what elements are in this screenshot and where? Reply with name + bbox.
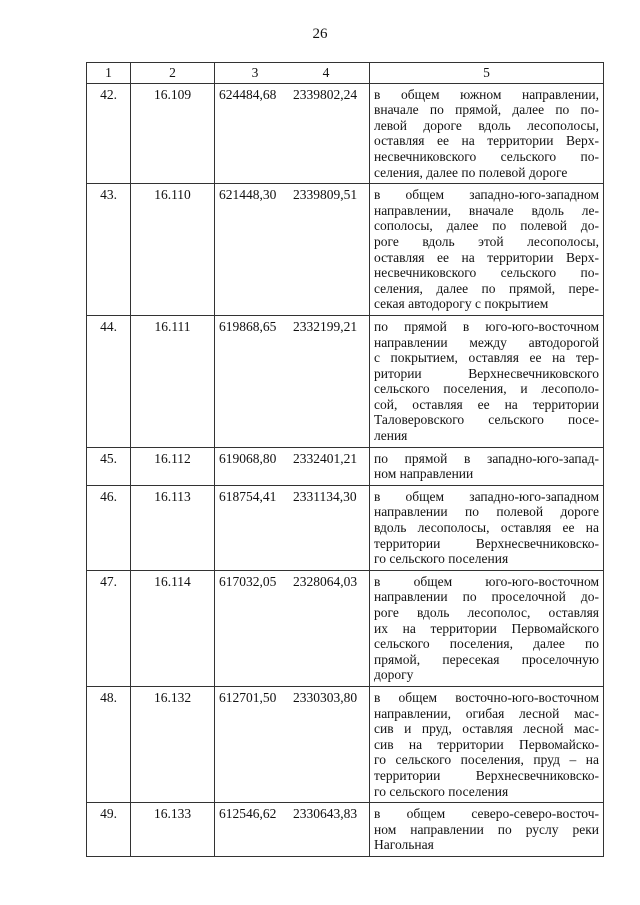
header-col-5: 5 bbox=[370, 63, 604, 84]
description-line: ном направлении bbox=[374, 466, 474, 482]
description-line: в общем восточно-юго-восточном bbox=[374, 689, 599, 705]
coordinates-cell bbox=[215, 447, 370, 485]
coordinate-x: 618754,41 bbox=[219, 488, 277, 504]
coordinates-cell bbox=[215, 485, 370, 570]
table-row bbox=[87, 686, 604, 802]
point-code: 16.132 bbox=[131, 686, 215, 802]
coordinate-x: 617032,05 bbox=[219, 573, 277, 589]
boundary-description bbox=[370, 686, 604, 802]
coordinate-x: 621448,30 bbox=[219, 187, 277, 203]
header-col-2: 2 bbox=[131, 63, 215, 84]
point-code: 16.112 bbox=[131, 447, 215, 485]
description-line: вдоль лесополосы, оставляя ее на bbox=[374, 520, 599, 536]
description-line: селения, далее по полевой дороге bbox=[374, 164, 568, 180]
description-line: роге вдоль этой лесополосы, bbox=[374, 233, 599, 249]
header-col-1: 1 bbox=[87, 63, 131, 84]
description-line: сив и пруд, оставляя лесной мас- bbox=[374, 721, 599, 737]
header-col-3-4 bbox=[215, 63, 370, 84]
description-line: в общем западно-юго-западном bbox=[374, 488, 599, 504]
coordinates-cell bbox=[215, 686, 370, 802]
point-code: 16.111 bbox=[131, 315, 215, 447]
description-line: роге вдоль лесополос, оставляя bbox=[374, 605, 599, 620]
coordinates-cell bbox=[215, 803, 370, 857]
boundary-description bbox=[370, 803, 604, 857]
row-number: 45. bbox=[87, 447, 131, 485]
description-line: несвечниковского сельского по- bbox=[374, 265, 599, 281]
description-line: направлении по проселочной до- bbox=[374, 589, 599, 605]
coordinates-cell bbox=[215, 184, 370, 316]
row-number: 46. bbox=[87, 485, 131, 570]
coordinate-y: 2332199,21 bbox=[293, 318, 358, 334]
description-line: сельского поселения, и лесополо- bbox=[374, 381, 599, 397]
row-number: 49. bbox=[87, 803, 131, 857]
point-code: 16.113 bbox=[131, 485, 215, 570]
description-line: Нагольная bbox=[374, 837, 434, 853]
description-line: территории Верхнесвечниковско- bbox=[374, 767, 599, 783]
point-code: 16.109 bbox=[131, 83, 215, 184]
boundary-description bbox=[370, 447, 604, 485]
description-line: территории Верхнесвечниковско- bbox=[374, 535, 599, 551]
description-line: ритории Верхнесвечниковского bbox=[374, 365, 599, 381]
boundary-description bbox=[370, 485, 604, 570]
table-row bbox=[87, 570, 604, 686]
table-row bbox=[87, 485, 604, 570]
table-row bbox=[87, 83, 604, 184]
description-line: селения, далее по прямой, пере- bbox=[374, 280, 599, 296]
boundary-description bbox=[370, 83, 604, 184]
row-number: 42. bbox=[87, 83, 131, 184]
coordinates-cell bbox=[215, 83, 370, 184]
coordinate-y: 2330643,83 bbox=[293, 806, 358, 822]
description-line: Таловеровского сельского посе- bbox=[374, 412, 599, 428]
boundary-table bbox=[86, 62, 604, 857]
page-number: 26 bbox=[312, 26, 328, 42]
description-line: с покрытием, оставляя ее на тер- bbox=[374, 350, 599, 366]
coordinate-x: 612546,62 bbox=[219, 806, 277, 822]
description-line: левой дороге вдоль лесополосы, bbox=[374, 117, 599, 133]
table-row bbox=[87, 315, 604, 447]
point-code: 16.114 bbox=[131, 570, 215, 686]
header-col-4: 4 bbox=[322, 65, 330, 80]
coordinates-cell bbox=[215, 315, 370, 447]
coordinate-y: 2328064,03 bbox=[293, 573, 358, 589]
description-line: прямой, пересекая проселочную bbox=[374, 651, 599, 667]
row-number: 47. bbox=[87, 570, 131, 686]
row-number: 48. bbox=[87, 686, 131, 802]
coordinate-y: 2339802,24 bbox=[293, 86, 358, 102]
header-col-3: 3 bbox=[251, 65, 259, 80]
point-code: 16.133 bbox=[131, 803, 215, 857]
coordinate-y: 2339809,51 bbox=[293, 187, 358, 203]
description-line: го сельского поселения bbox=[374, 551, 509, 567]
description-line: сельского поселения, далее по bbox=[374, 636, 599, 652]
coordinate-x: 619068,80 bbox=[219, 450, 277, 466]
description-line: вначале по прямой, далее по по- bbox=[374, 102, 599, 118]
description-line: направлении, огибая лесной мас- bbox=[374, 705, 599, 721]
description-line: их на территории Первомайского bbox=[374, 620, 599, 636]
table-row bbox=[87, 184, 604, 316]
description-line: оставляя ее на территории Верх- bbox=[374, 249, 599, 265]
coordinates-cell bbox=[215, 570, 370, 686]
table-row bbox=[87, 803, 604, 857]
description-line: в общем северо-северо-восточ- bbox=[374, 806, 599, 822]
row-number: 43. bbox=[87, 184, 131, 316]
coordinate-x: 612701,50 bbox=[219, 689, 277, 705]
description-line: направлении между автодорогой bbox=[374, 334, 599, 350]
boundary-description bbox=[370, 315, 604, 447]
description-line: ления bbox=[374, 428, 408, 444]
table-header-row bbox=[87, 63, 604, 84]
row-number: 44. bbox=[87, 315, 131, 447]
description-line: секая автодорогу с покрытием bbox=[374, 296, 549, 312]
point-code: 16.110 bbox=[131, 184, 215, 316]
coordinate-y: 2330303,80 bbox=[293, 689, 358, 705]
description-line: направлении по полевой дороге bbox=[374, 504, 599, 520]
description-line: ном направлении по руслу реки bbox=[374, 821, 599, 837]
coordinate-y: 2332401,21 bbox=[293, 450, 358, 466]
coordinate-y: 2331134,30 bbox=[293, 488, 357, 504]
description-line: в общем юго-юго-восточном bbox=[374, 573, 599, 589]
description-line: сополосы, далее по полевой до- bbox=[374, 218, 599, 234]
description-line: оставляя ее на территории Верх- bbox=[374, 133, 599, 149]
boundary-description bbox=[370, 570, 604, 686]
table-row bbox=[87, 447, 604, 485]
description-line: несвечниковского сельского по- bbox=[374, 148, 599, 164]
description-line: в общем южном направлении, bbox=[374, 86, 599, 102]
coordinate-x: 624484,68 bbox=[219, 86, 277, 102]
description-line: направлении, вначале вдоль ле- bbox=[374, 202, 599, 218]
description-line: сой, оставляя ее на территории bbox=[374, 396, 599, 412]
description-line: дорогу bbox=[374, 667, 414, 683]
description-line: го сельского поселения bbox=[374, 783, 509, 799]
description-line: по прямой в юго-юго-восточном bbox=[374, 318, 599, 334]
description-line: го сельского поселения, пруд – на bbox=[374, 752, 599, 768]
description-line: сив на территории Первомайско- bbox=[374, 736, 599, 752]
description-line: по прямой в западно-юго-запад- bbox=[374, 450, 599, 466]
coordinate-x: 619868,65 bbox=[219, 318, 277, 334]
description-line: в общем западно-юго-западном bbox=[374, 187, 599, 203]
boundary-description bbox=[370, 184, 604, 316]
